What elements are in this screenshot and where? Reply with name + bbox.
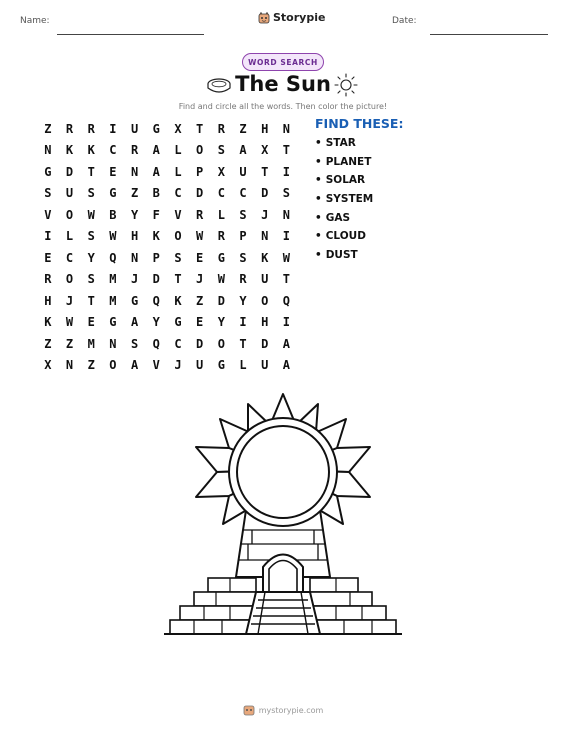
grid-letter[interactable]: C [65,250,74,265]
grid-letter[interactable]: J [65,293,74,308]
grid-letter[interactable]: S [239,207,247,222]
grid-letter[interactable]: N [130,164,139,179]
grid-letter[interactable]: M [109,293,117,308]
grid-letter[interactable]: N [261,229,269,244]
grid-letter[interactable]: S [44,186,52,201]
grid-letter[interactable]: J [196,272,204,287]
grid-letter[interactable]: M [87,336,95,351]
grid-letter[interactable]: C [174,336,182,351]
grid-letter[interactable]: C [174,186,182,201]
grid-letter[interactable]: Y [217,315,225,330]
grid-letter[interactable]: D [152,272,160,287]
grid-letter[interactable]: B [152,186,160,201]
grid-letter[interactable]: O [109,358,117,373]
grid-letter[interactable]: A [130,315,139,330]
grid-letter[interactable]: G [44,164,52,179]
grid-letter[interactable]: V [44,207,52,222]
grid-letter[interactable]: T [282,272,291,287]
grid-letter[interactable]: L [174,164,182,179]
grid-letter[interactable]: K [261,250,269,265]
grid-letter[interactable]: O [65,207,74,222]
grid-letter[interactable]: K [44,315,52,330]
grid-letter[interactable]: Q [282,293,291,308]
grid-letter[interactable]: J [261,207,269,222]
grid-letter[interactable]: N [65,358,74,373]
grid-letter[interactable]: D [217,293,225,308]
word-list [315,137,373,268]
grid-row [37,161,297,183]
grid-letter[interactable]: R [65,121,74,136]
word-list-item: • DUST [315,249,373,268]
grid-letter[interactable]: U [130,121,139,136]
grid-letter[interactable]: R [87,121,95,136]
grid-row [37,333,297,355]
grid-letter[interactable]: W [217,272,225,287]
grid-letter[interactable]: T [261,164,269,179]
grid-letter[interactable]: K [65,143,74,158]
date-line [430,34,548,35]
word-list-item: • SYSTEM [315,193,373,212]
grid-row [37,355,297,377]
grid-letter[interactable]: Z [130,186,139,201]
grid-letter[interactable]: C [109,143,117,158]
name-label: Name: [20,16,50,26]
grid-letter[interactable]: A [130,358,139,373]
sun-icon [334,73,358,97]
grid-letter[interactable]: Z [44,121,52,136]
grid-letter[interactable]: U [196,358,204,373]
grid-letter[interactable]: S [217,143,225,158]
grid-letter[interactable]: T [282,143,291,158]
grid-row [37,183,297,205]
word-list-item: • PLANET [315,156,373,175]
grid-letter[interactable]: R [130,143,139,158]
grid-letter[interactable]: D [65,164,74,179]
grid-letter[interactable]: O [217,336,225,351]
grid-letter[interactable]: K [174,293,182,308]
grid-letter[interactable]: N [109,336,117,351]
grid-letter[interactable]: A [152,143,160,158]
storypie-mascot-icon [258,12,270,24]
grid-letter[interactable]: W [109,229,117,244]
grid-letter[interactable]: Z [196,293,204,308]
grid-letter[interactable]: J [130,272,139,287]
grid-row [37,312,297,334]
grid-letter[interactable]: S [87,186,95,201]
grid-letter[interactable]: Y [152,315,160,330]
grid-letter[interactable]: Z [44,336,52,351]
title-row [0,72,566,100]
grid-letter[interactable]: I [282,315,291,330]
grid-letter[interactable]: E [44,250,52,265]
grid-letter[interactable]: I [282,229,291,244]
grid-letter[interactable]: R [196,207,204,222]
grid-letter[interactable]: U [239,164,247,179]
grid-letter[interactable]: G [130,293,139,308]
grid-letter[interactable]: E [196,315,204,330]
coin-icon [206,76,232,96]
grid-letter[interactable]: Z [239,121,247,136]
grid-letter[interactable]: O [196,143,204,158]
grid-letter[interactable]: M [109,272,117,287]
grid-letter[interactable]: T [174,272,182,287]
grid-letter[interactable]: D [261,336,269,351]
grid-letter[interactable]: I [239,315,247,330]
grid-letter[interactable]: U [261,272,269,287]
grid-letter[interactable]: L [239,358,247,373]
grid-letter[interactable]: Z [87,358,95,373]
grid-letter[interactable]: F [152,207,160,222]
grid-letter[interactable]: S [174,250,182,265]
grid-letter[interactable]: T [87,164,95,179]
grid-letter[interactable]: W [65,315,74,330]
grid-letter[interactable]: L [65,229,74,244]
grid-letter[interactable]: B [109,207,117,222]
grid-letter[interactable]: O [174,229,182,244]
date-label: Date: [392,16,417,26]
letter-grid [37,118,297,376]
grid-letter[interactable]: A [152,164,160,179]
grid-letter[interactable]: Y [239,293,247,308]
grid-row [37,290,297,312]
grid-letter[interactable]: L [217,207,225,222]
grid-letter[interactable]: S [87,229,95,244]
footer-url: mystorypie.com [258,705,324,715]
word-list-item: • CLOUD [315,230,373,249]
grid-row [37,247,297,269]
storypie-mascot-icon [243,704,255,716]
brand-logo [258,11,325,24]
word-list-item: • STAR [315,137,373,156]
grid-letter[interactable]: G [152,121,160,136]
grid-row [37,204,297,226]
grid-letter[interactable]: Q [152,336,160,351]
grid-letter[interactable]: X [44,358,52,373]
grid-letter[interactable]: A [282,336,291,351]
grid-letter[interactable]: S [87,272,95,287]
grid-letter[interactable]: I [109,121,117,136]
grid-letter[interactable]: W [196,229,204,244]
grid-row [37,118,297,140]
instructions: Find and circle all the words. Then color the picture! [178,102,388,111]
grid-letter[interactable]: X [174,121,182,136]
grid-letter[interactable]: H [130,229,139,244]
grid-letter[interactable]: N [282,121,291,136]
grid-letter[interactable]: E [196,250,204,265]
grid-letter[interactable]: V [152,358,160,373]
grid-letter[interactable]: G [217,250,225,265]
grid-letter[interactable]: S [130,336,139,351]
grid-letter[interactable]: D [261,186,269,201]
word-search-badge: WORD SEARCH [242,53,324,71]
grid-letter[interactable]: T [239,336,247,351]
grid-letter[interactable]: N [44,143,52,158]
grid-letter[interactable]: G [174,315,182,330]
grid-letter[interactable]: G [217,358,225,373]
grid-letter[interactable]: W [87,207,95,222]
grid-letter[interactable]: S [239,250,247,265]
grid-letter[interactable]: H [261,315,269,330]
grid-letter[interactable]: R [239,272,247,287]
grid-letter[interactable]: I [282,164,291,179]
find-these-heading: FIND THESE: [315,116,404,131]
grid-letter[interactable]: W [282,250,291,265]
grid-letter[interactable]: I [44,229,52,244]
page-header [0,10,566,34]
page-footer [0,704,566,716]
grid-letter[interactable]: Y [130,207,139,222]
grid-letter[interactable]: L [174,143,182,158]
grid-letter[interactable]: U [65,186,74,201]
grid-letter[interactable]: X [261,143,269,158]
grid-letter[interactable]: E [109,164,117,179]
grid-row [37,226,297,248]
grid-letter[interactable]: P [239,229,247,244]
grid-letter[interactable]: Q [109,250,117,265]
grid-letter[interactable]: P [196,164,204,179]
brand-name: Storypie [273,11,326,24]
grid-letter[interactable]: K [87,143,95,158]
grid-letter[interactable]: O [261,293,269,308]
grid-letter[interactable]: H [44,293,52,308]
grid-letter[interactable]: N [282,207,291,222]
sun-temple-illustration [160,392,406,642]
grid-letter[interactable]: D [196,186,204,201]
grid-row [37,140,297,162]
grid-row [37,269,297,291]
grid-letter[interactable]: D [196,336,204,351]
grid-letter[interactable]: X [217,164,225,179]
grid-letter[interactable]: N [130,250,139,265]
grid-letter[interactable]: T [196,121,204,136]
grid-letter[interactable]: S [282,186,291,201]
grid-letter[interactable]: V [174,207,182,222]
grid-letter[interactable]: P [152,250,160,265]
grid-letter[interactable]: R [217,121,225,136]
grid-letter[interactable]: J [174,358,182,373]
grid-letter[interactable]: R [217,229,225,244]
grid-letter[interactable]: G [109,315,117,330]
grid-letter[interactable]: K [152,229,160,244]
grid-letter[interactable]: C [239,186,247,201]
word-list-item: • GAS [315,212,373,231]
page-title: The Sun [235,72,331,96]
grid-letter[interactable]: T [87,293,95,308]
grid-letter[interactable]: Q [152,293,160,308]
name-line [57,34,204,35]
grid-letter[interactable]: R [44,272,52,287]
grid-letter[interactable]: A [282,358,291,373]
word-list-item: • SOLAR [315,174,373,193]
grid-letter[interactable]: E [87,315,95,330]
grid-letter[interactable]: G [109,186,117,201]
grid-letter[interactable]: Y [87,250,95,265]
grid-letter[interactable]: U [261,358,269,373]
grid-letter[interactable]: Z [65,336,74,351]
grid-letter[interactable]: O [65,272,74,287]
grid-letter[interactable]: C [217,186,225,201]
grid-letter[interactable]: A [239,143,247,158]
grid-letter[interactable]: H [261,121,269,136]
